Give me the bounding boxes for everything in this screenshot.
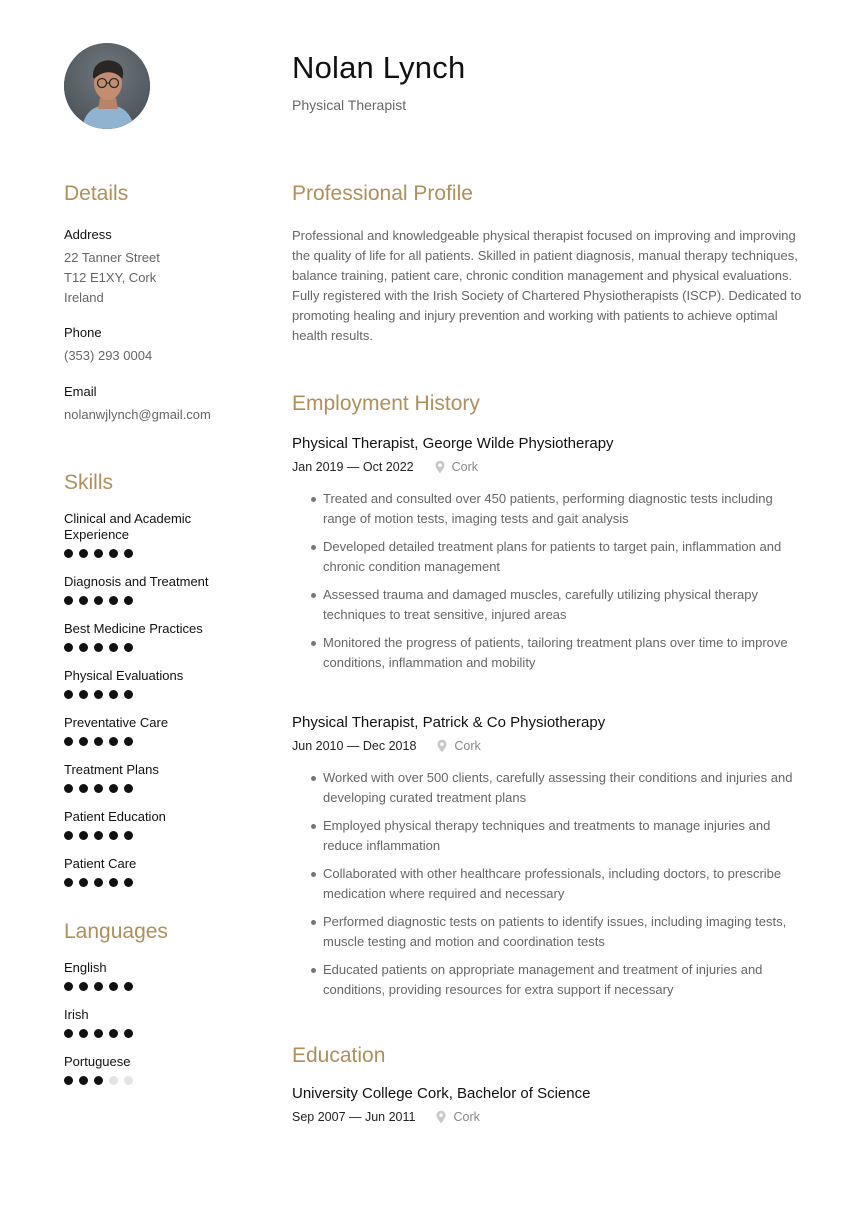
job-bullet: Worked with over 500 clients, carefully assessing their conditions and injuries and developing curated treatment plans [292, 768, 807, 808]
level-dot-filled [124, 690, 133, 699]
level-dot-filled [64, 596, 73, 605]
skill-item-name: Diagnosis and Treatment [64, 574, 209, 589]
level-dot-filled [94, 737, 103, 746]
level-dot-empty [124, 1076, 133, 1085]
candidate-name: Nolan Lynch [292, 50, 466, 85]
level-dot-filled [124, 596, 133, 605]
job-bullet: Collaborated with other healthcare professionals, including doctors, to prescribe medication where required and necessary [292, 864, 807, 904]
skill-item-name: Patient Care [64, 856, 137, 871]
job-entry [292, 713, 807, 1000]
details-section [64, 178, 264, 425]
level-dot-filled [79, 831, 88, 840]
skill-item-name: Treatment Plans [64, 762, 159, 777]
education-title: University College Cork, Bachelor of Science [292, 1085, 591, 1102]
address-line: 22 Tanner Street [64, 250, 160, 265]
level-dot-filled [79, 784, 88, 793]
education-list [292, 1084, 807, 1126]
employment-section [292, 388, 807, 1000]
skill-item [64, 715, 224, 747]
job-entry [292, 434, 807, 673]
level-dot-filled [124, 878, 133, 887]
job-bullet: Treated and consulted over 450 patients, performing diagnostic tests including range of motion tests, imaging tests and gait analysis [292, 489, 807, 529]
details-heading: Details [64, 182, 129, 205]
language-item-name: Irish [64, 1007, 89, 1022]
level-dot-filled [94, 643, 103, 652]
skill-item [64, 574, 224, 606]
job-title: Physical Therapist, Patrick & Co Physiotherapy [292, 714, 606, 731]
skill-item [64, 668, 224, 700]
address-line: T12 E1XY, Cork [64, 270, 157, 285]
level-dot-filled [64, 737, 73, 746]
level-dot-filled [109, 643, 118, 652]
map-pin-icon [434, 460, 446, 474]
skills-list [64, 511, 264, 888]
phone-value: (353) 293 0004 [64, 348, 153, 363]
person-photo-illustration [64, 43, 150, 129]
skill-item-name: Patient Education [64, 809, 166, 824]
job-bullet: Performed diagnostic tests on patients to identify issues, including imaging tests, muscle testing and motion and coordination tests [292, 912, 807, 952]
level-dot-filled [79, 643, 88, 652]
language-item [64, 1007, 224, 1039]
email-value: nolanwjlynch@gmail.com [64, 407, 211, 422]
level-dot-filled [94, 1076, 103, 1085]
level-dot-filled [64, 982, 73, 991]
level-dot-filled [79, 1029, 88, 1038]
level-dot-filled [64, 784, 73, 793]
entry-meta [292, 458, 807, 476]
map-pin-icon [436, 739, 448, 753]
job-bullets [292, 768, 807, 1000]
level-dot-filled [109, 596, 118, 605]
level-dot-filled [64, 831, 73, 840]
level-dot-filled [124, 549, 133, 558]
level-dot-filled [124, 737, 133, 746]
skill-item-name: Physical Evaluations [64, 668, 184, 683]
level-dot-filled [109, 690, 118, 699]
entry-location: Cork [454, 739, 481, 753]
job-title: Physical Therapist, George Wilde Physiotherapy [292, 435, 614, 452]
address-label: Address [64, 227, 112, 242]
language-item-name: Portuguese [64, 1054, 131, 1069]
languages-list [64, 960, 264, 1086]
level-dot-filled [64, 1029, 73, 1038]
level-dot-filled [79, 690, 88, 699]
skill-level-dots [64, 549, 224, 559]
level-dot-filled [124, 1029, 133, 1038]
level-dot-filled [109, 784, 118, 793]
skills-section [64, 467, 264, 888]
level-dot-filled [124, 784, 133, 793]
level-dot-filled [79, 737, 88, 746]
phone-label: Phone [64, 325, 102, 340]
skill-level-dots [64, 982, 224, 992]
entry-meta [292, 1108, 807, 1126]
level-dot-filled [124, 643, 133, 652]
level-dot-filled [94, 549, 103, 558]
email-label: Email [64, 384, 97, 399]
skill-level-dots [64, 878, 224, 888]
map-pin-icon [435, 1110, 447, 1124]
job-bullet: Assessed trauma and damaged muscles, carefully utilizing physical therapy techniques to treat sensitive, injured areas [292, 585, 807, 625]
sidebar [64, 178, 264, 1101]
profile-section [292, 178, 807, 346]
skill-item-name: Preventative Care [64, 715, 169, 730]
level-dot-filled [94, 831, 103, 840]
education-section [292, 1040, 807, 1126]
address-line: Ireland [64, 290, 104, 305]
level-dot-filled [79, 878, 88, 887]
main-content [292, 178, 807, 1126]
level-dot-filled [94, 878, 103, 887]
language-item [64, 1054, 224, 1086]
skill-item-name: Best Medicine Practices [64, 621, 203, 636]
profile-heading: Professional Profile [292, 182, 473, 205]
entry-location: Cork [453, 1110, 480, 1124]
skill-level-dots [64, 690, 224, 700]
employment-heading: Employment History [292, 392, 480, 415]
level-dot-filled [79, 1076, 88, 1085]
skill-level-dots [64, 596, 224, 606]
level-dot-filled [94, 784, 103, 793]
level-dot-filled [64, 690, 73, 699]
level-dot-filled [109, 1029, 118, 1038]
entry-dates: Jan 2019 — Oct 2022 [292, 460, 414, 474]
level-dot-filled [79, 982, 88, 991]
education-heading: Education [292, 1044, 386, 1067]
skill-level-dots [64, 784, 224, 794]
jobs-list [292, 434, 807, 1000]
languages-heading: Languages [64, 920, 168, 943]
skill-item [64, 621, 224, 653]
level-dot-filled [79, 596, 88, 605]
level-dot-filled [109, 878, 118, 887]
skill-item [64, 809, 224, 841]
profile-text: Professional and knowledgeable physical therapist focused on improving and improving the quality of life for all patients. Skilled in patient diagnosis, manual therapy techniques, balance training, patient care, chronic condition management and physical evaluations. Fully registered with the Irish Society of Chartered Physiotherapists (ISCP). Dedicated to promoting healing and injury prevention and working with patients to achieve optimal health results. [292, 228, 802, 343]
skills-heading: Skills [64, 471, 114, 494]
language-item [64, 960, 224, 992]
skill-item-name: Clinical and Academic Experience [64, 511, 192, 542]
level-dot-filled [124, 982, 133, 991]
level-dot-empty [109, 1076, 118, 1085]
candidate-title: Physical Therapist [292, 97, 407, 113]
entry-location: Cork [451, 460, 479, 474]
language-item-name: English [64, 960, 107, 975]
level-dot-filled [64, 643, 73, 652]
skill-level-dots [64, 831, 224, 841]
level-dot-filled [94, 982, 103, 991]
level-dot-filled [109, 831, 118, 840]
level-dot-filled [109, 737, 118, 746]
profile-photo [64, 43, 150, 129]
skill-level-dots [64, 737, 224, 747]
skill-level-dots [64, 1076, 224, 1086]
level-dot-filled [64, 878, 73, 887]
job-bullet: Monitored the progress of patients, tailoring treatment plans over time to improve conditions, inflammation and mobility [292, 633, 807, 673]
level-dot-filled [64, 549, 73, 558]
level-dot-filled [94, 596, 103, 605]
languages-section [64, 916, 264, 1086]
level-dot-filled [79, 549, 88, 558]
level-dot-filled [109, 982, 118, 991]
level-dot-filled [94, 690, 103, 699]
skill-item [64, 856, 224, 888]
entry-dates: Jun 2010 — Dec 2018 [292, 739, 417, 753]
skill-item [64, 762, 224, 794]
level-dot-filled [124, 831, 133, 840]
skill-level-dots [64, 643, 224, 653]
entry-meta [292, 737, 807, 755]
job-bullet: Employed physical therapy techniques and treatments to manage injuries and reduce inflammation [292, 816, 807, 856]
level-dot-filled [94, 1029, 103, 1038]
education-entry [292, 1084, 807, 1126]
entry-dates: Sep 2007 — Jun 2011 [292, 1110, 416, 1124]
level-dot-filled [109, 549, 118, 558]
skill-level-dots [64, 1029, 224, 1039]
job-bullet: Developed detailed treatment plans for patients to target pain, inflammation and chronic condition management [292, 537, 807, 577]
level-dot-filled [64, 1076, 73, 1085]
job-bullet: Educated patients on appropriate management and treatment of injuries and conditions, providing resources for extra support if necessary [292, 960, 807, 1000]
job-bullets [292, 489, 807, 673]
skill-item [64, 511, 224, 559]
